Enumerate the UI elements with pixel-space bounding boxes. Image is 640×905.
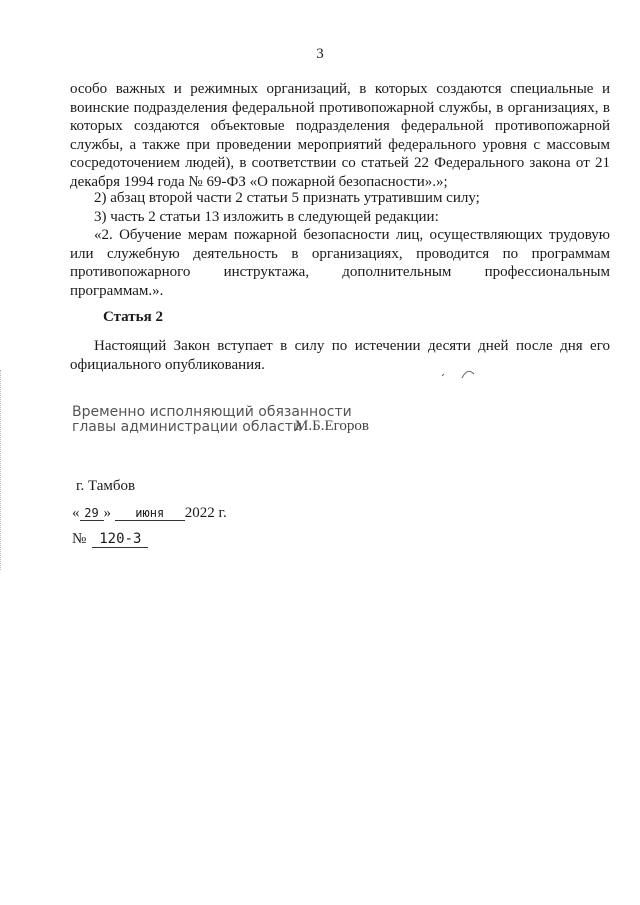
pen-mark (440, 366, 480, 385)
article-body (70, 337, 610, 374)
paragraph-text: особо важных и режимных организаций, в которых создаются специальные и воинские подразделения федеральной противопожарной службы, в организациях, в которых создаются объектовые подразделения федеральной противопожарной службы, а также при проведении мероприятий федерального уровня с массовым сосредоточением людей), в соответствии со статьей 22 Федерального закона от 21 декабря 1994 года № 69-ФЗ «О пожарной безопасности».»; (70, 81, 610, 190)
signatory-position-line1: Временно исполняющий обязанности (72, 404, 352, 420)
article-heading: Статья 2 (103, 309, 163, 325)
signing-date (72, 505, 227, 522)
law-number (72, 531, 148, 548)
article-text: Настоящий Закон вступает в силу по истечении десяти дней после дня его официального опубликования. (70, 338, 610, 373)
page-number: 3 (316, 46, 324, 62)
paragraph-continuation (70, 80, 610, 191)
list-item: 3) часть 2 статьи 13 изложить в следующей редакции: (94, 208, 439, 225)
amendment-list (70, 189, 610, 300)
quoted-amendment: «2. Обучение мерам пожарной безопасности лиц, осуществляющих трудовую или служебную деятельность в организациях, проводится по программам противопожарного инструктажа, дополнительным профессиональным программам.». (70, 227, 610, 299)
signatory-name: М.Б.Егоров (295, 418, 369, 434)
scan-margin-marks (0, 370, 4, 570)
date-open-quote: « (72, 505, 80, 521)
place-of-signing: г. Тамбов (76, 478, 136, 494)
number-label: № (72, 531, 87, 547)
date-close-quote: » (103, 505, 111, 521)
date-day: 29 (80, 506, 104, 521)
date-year: 2022 г. (184, 505, 227, 521)
list-item: 2) абзац второй части 2 статьи 5 признать утратившим силу; (94, 190, 480, 206)
date-month: июня (115, 506, 185, 521)
number-value: 120-З (92, 531, 148, 548)
signatory-position-line2: главы администрации области (72, 419, 302, 435)
